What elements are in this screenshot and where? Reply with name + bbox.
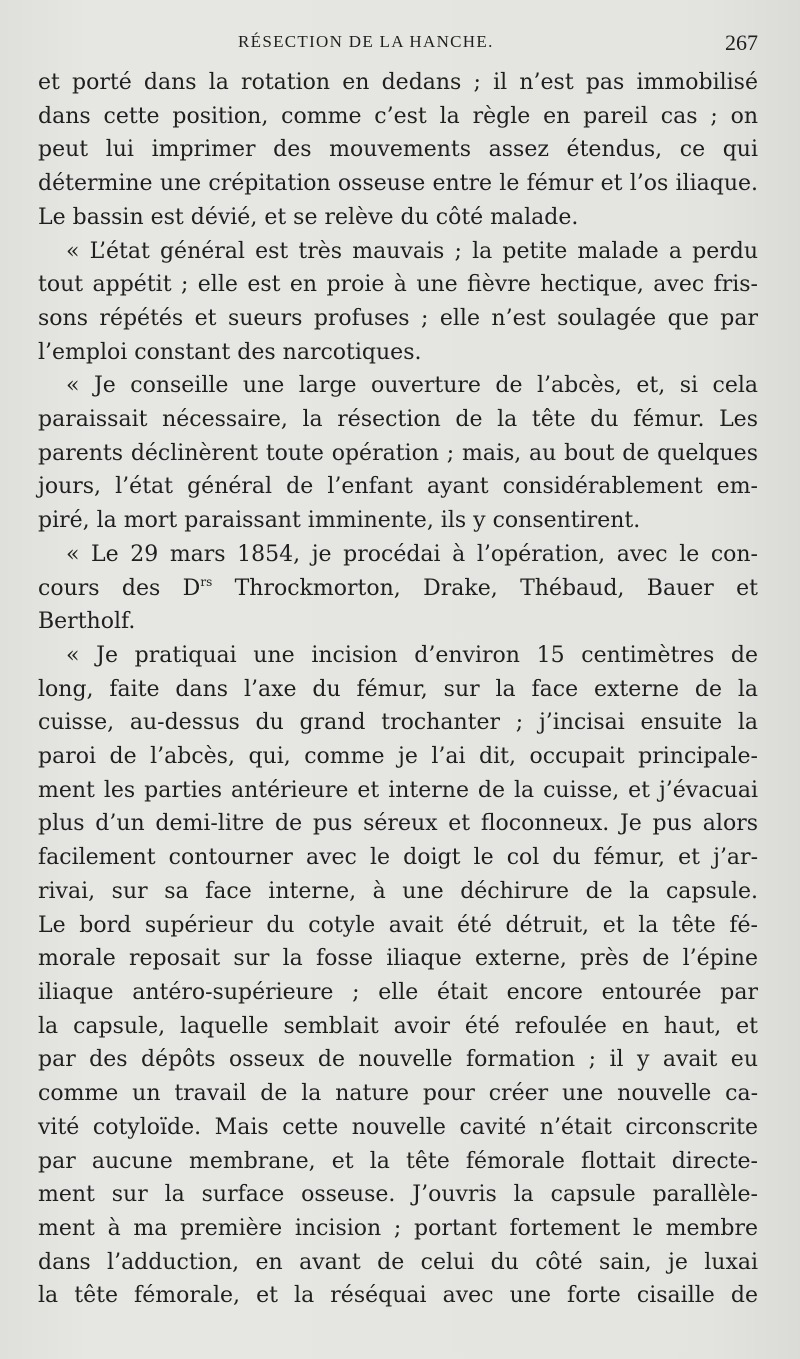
text-line: détermine une crépitation osseuse entre le fémur et l’os iliaque. <box>38 171 758 197</box>
text-line: parents déclinèrent toute opération ; mais, au bout de quelques <box>38 440 758 466</box>
text-line: iliaque antéro-supérieure ; elle était encore entourée par <box>38 979 758 1005</box>
text-line: « Le 29 mars 1854, je procédai à l’opération, avec le con- <box>66 541 758 567</box>
text-line: comme un travail de la nature pour créer une nouvelle ca- <box>38 1081 758 1107</box>
text-line: tout appétit ; elle est en proie à une fièvre hectique, avec fris- <box>38 272 758 298</box>
text-line: facilement contourner avec le doigt le col du fémur, et j’ar- <box>38 845 758 871</box>
text-line: peut lui imprimer des mouvements assez étendus, ce qui <box>38 137 758 163</box>
text-line: par des dépôts osseux de nouvelle formation ; il y avait eu <box>38 1047 758 1073</box>
superscript: rs <box>200 574 213 589</box>
text-line: long, faite dans l’axe du fémur, sur la face externe de la <box>38 676 758 702</box>
text-line: ment les parties antérieure et interne de la cuisse, et j’évacuai <box>38 777 758 803</box>
text-line <box>38 572 758 606</box>
text-line: la capsule, laquelle semblait avoir été refoulée en haut, et <box>38 1013 758 1039</box>
text-line: jours, l’état général de l’enfant ayant considérablement em- <box>38 474 758 500</box>
text-line: « Je conseille une large ouverture de l’abcès, et, si cela <box>66 373 758 399</box>
text-line: Bertholf. <box>38 609 136 635</box>
text-line: vité cotyloïde. Mais cette nouvelle cavité n’était circonscrite <box>38 1114 758 1140</box>
text-line: Le bord supérieur du cotyle avait été détruit, et la tête fé- <box>38 912 758 938</box>
text-line: dans l’adduction, en avant de celui du côté sain, je luxai <box>38 1249 758 1275</box>
text-line: morale reposait sur la fosse iliaque externe, près de l’épine <box>38 946 758 972</box>
text-line: Le bassin est dévié, et se relève du côté malade. <box>38 204 579 230</box>
text-line: paroi de l’abcès, qui, comme je l’ai dit, occupait principale- <box>38 744 758 770</box>
body-text <box>38 66 758 1313</box>
text-line: et porté dans la rotation en dedans ; il n’est pas immobilisé <box>38 70 758 95</box>
text-line: piré, la mort paraissant imminente, ils y consentirent. <box>38 508 641 534</box>
page-number: 267 <box>725 30 758 55</box>
text-line: l’emploi constant des narcotiques. <box>38 339 422 365</box>
line-text: Throckmorton, Drake, Thébaud, Bauer et <box>212 575 758 601</box>
text-line: la tête fémorale, et la réséquai avec une forte cisaille de <box>38 1283 758 1309</box>
text-line: cuisse, au-dessus du grand trochanter ; j’incisai ensuite la <box>38 710 758 736</box>
text-line: sons répétés et sueurs profuses ; elle n’est soulagée que par <box>38 305 758 331</box>
text-line: ment sur la surface osseuse. J’ouvris la capsule parallèle- <box>38 1182 758 1208</box>
text-line: plus d’un demi-litre de pus séreux et floconneux. Je pus alors <box>38 811 758 837</box>
text-line: rivai, sur sa face interne, à une déchirure de la capsule. <box>38 878 758 904</box>
text-line: ment à ma première incision ; portant fortement le membre <box>38 1215 758 1241</box>
line-text: cours des D <box>38 575 201 601</box>
text-line: dans cette position, comme c’est la règle en pareil cas ; on <box>38 103 758 129</box>
page-header <box>38 28 758 66</box>
text-line: paraissait nécessaire, la résection de la tête du fémur. Les <box>38 407 758 433</box>
running-head: RÉSECTION DE LA HANCHE. <box>238 32 494 51</box>
text-line: « Je pratiquai une incision d’environ 15 centimètres de <box>66 642 758 668</box>
text-line: « L’état général est très mauvais ; la petite malade a perdu <box>66 238 758 264</box>
text-line: par aucune membrane, et la tête fémorale flottait directe- <box>38 1148 758 1174</box>
